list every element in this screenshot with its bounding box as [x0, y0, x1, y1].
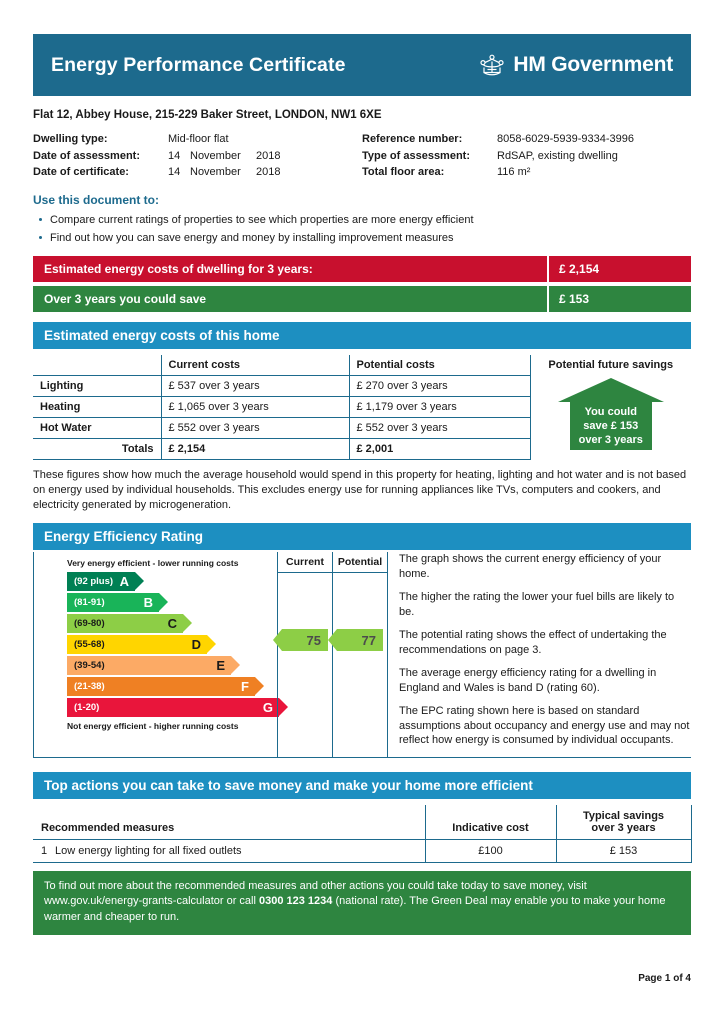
savings-line-2: save £ 153 [583, 419, 639, 432]
arrow-up-icon [558, 378, 664, 402]
hm-government-logo [478, 53, 673, 77]
details-right-column [362, 131, 691, 181]
band-range: (69-80) [74, 618, 105, 629]
epc-potential-column [332, 552, 387, 757]
detail-value: Mid-floor flat [168, 133, 229, 145]
hotwater-potential-cost: £ 552 over 3 years [349, 418, 530, 439]
measure-number: 1 [41, 844, 48, 857]
table-header-row [33, 355, 530, 376]
col-recommended-measures: Recommended measures [33, 805, 425, 840]
detail-row [33, 148, 362, 165]
potential-savings-value: £ 153 [547, 286, 691, 312]
heating-potential-cost: £ 1,179 over 3 years [349, 397, 530, 418]
epc-graph [33, 552, 388, 757]
potential-savings-label: Over 3 years you could save [44, 291, 207, 306]
table-row [33, 839, 691, 862]
col-potential-future-savings: Potential future savings [548, 358, 674, 371]
hotwater-current-cost: £ 552 over 3 years [161, 418, 349, 439]
detail-label: Reference number: [362, 133, 463, 145]
detail-year: 2018 [256, 166, 281, 178]
epc-paragraph: The average energy efficiency rating for a dwelling in England and Wales is band D (rating 60). [399, 667, 657, 694]
recommended-measures-table [33, 805, 692, 863]
epc-rating-block [33, 552, 691, 758]
detail-value [168, 148, 362, 165]
band-range: (92 plus) [74, 576, 114, 587]
detail-month: November [190, 149, 241, 162]
band-letter: A [119, 574, 129, 589]
epc-explanation [388, 552, 691, 757]
table-row [33, 397, 530, 418]
detail-row [362, 131, 691, 148]
epc-paragraph: The EPC rating shown here is based on standard assumptions about occupancy and energy use and may not reflect how energy is consumed by individual occupants. [399, 705, 690, 746]
table-header-row [33, 805, 691, 840]
band-range: (21-38) [74, 681, 105, 692]
row-label-lighting: Lighting [33, 376, 161, 397]
crown-icon [478, 53, 506, 77]
list-item: Find out how you can save energy and money by installing improvement measures [33, 230, 691, 246]
band-range: (39-54) [74, 660, 105, 671]
detail-label: Type of assessment: [362, 149, 471, 162]
band-range: (55-68) [74, 639, 105, 650]
detail-year: 2018 [256, 149, 281, 162]
col-current-costs: Current costs [161, 355, 349, 376]
table-row [33, 376, 530, 397]
detail-label: Date of certificate: [33, 166, 129, 178]
document-header [33, 34, 691, 96]
measure-cell [33, 839, 425, 862]
detail-value: 116 m² [497, 166, 531, 178]
col-blank [33, 355, 161, 376]
epc-band-d [67, 635, 207, 654]
detail-day: 14 [168, 166, 181, 178]
actions-section-title: Top actions you can take to save money and make your home more efficient [33, 772, 691, 799]
detail-label: Total floor area: [362, 166, 445, 178]
measure-text: Low energy lighting for all fixed outlets [55, 844, 242, 857]
estimated-cost-bar [33, 256, 691, 282]
green-deal-text-2: (national rate). The Green Deal may enable you to make your home warmer and cheaper to run. [44, 895, 666, 923]
epc-paragraph: The higher the rating the lower your fuel bills are likely to be. [399, 591, 675, 618]
epc-paragraph: The graph shows the current energy efficiency of your home. [399, 553, 662, 580]
epc-potential-header: Potential [333, 552, 387, 573]
detail-label: Dwelling type: [33, 133, 108, 145]
totals-current-cost: £ 2,154 [161, 439, 349, 460]
epc-band-e [67, 656, 231, 675]
use-document-title: Use this document to: [33, 192, 160, 207]
band-range: (81-91) [74, 597, 105, 608]
col-indicative-cost: Indicative cost [425, 805, 556, 840]
green-deal-text-1: To find out more about the recommended measures and other actions you could take today to save money, visit www.gov.uk/energy-grants-calculator or call [44, 879, 587, 907]
property-address: Flat 12, Abbey House, 215-229 Baker Street, LONDON, NW1 6XE [33, 109, 382, 121]
row-label-heating: Heating [33, 397, 161, 418]
typical-savings-line-1: Typical savings [582, 809, 665, 822]
page-number: Page 1 of 4 [638, 973, 691, 984]
epc-section-title: Energy Efficiency Rating [33, 523, 691, 550]
band-letter: B [143, 595, 153, 610]
band-letter: E [216, 658, 225, 673]
list-item: Compare current ratings of properties to see which properties are more energy efficient [33, 212, 691, 228]
green-deal-box [33, 871, 691, 936]
detail-row [362, 164, 691, 181]
col-typical-savings [556, 805, 691, 840]
heating-current-cost: £ 1,065 over 3 years [161, 397, 349, 418]
hm-government-text: HM Government [513, 53, 673, 76]
measure-savings: £ 153 [556, 839, 691, 862]
row-label-totals: Totals [33, 439, 161, 460]
savings-arrow [531, 378, 692, 450]
band-letter: F [241, 679, 249, 694]
detail-row [33, 164, 362, 181]
row-label-hot-water: Hot Water [33, 418, 161, 439]
lighting-potential-cost: £ 270 over 3 years [349, 376, 530, 397]
detail-row [362, 148, 691, 165]
table-row [33, 418, 530, 439]
lighting-current-cost: £ 537 over 3 years [161, 376, 349, 397]
epc-band-g [67, 698, 279, 717]
detail-day: 14 [168, 149, 181, 162]
property-details [33, 131, 691, 181]
potential-savings-bar [33, 286, 691, 312]
page-title: Energy Performance Certificate [51, 53, 346, 76]
estimated-cost-label: Estimated energy costs of dwelling for 3 years: [44, 261, 313, 276]
typical-savings-line-2: over 3 years [591, 821, 656, 834]
epc-band-c [67, 614, 183, 633]
detail-label: Date of assessment: [33, 149, 140, 162]
estimated-cost-value: £ 2,154 [547, 256, 691, 282]
costs-table [33, 355, 531, 461]
epc-top-caption: Very energy efficient - lower running costs [67, 558, 239, 568]
table-row-totals [33, 439, 530, 460]
epc-current-rating: 75 [282, 629, 328, 651]
detail-value: 8058-6029-5939-9334-3996 [497, 133, 635, 145]
savings-line-3: over 3 years [578, 433, 643, 446]
col-potential-costs: Potential costs [349, 355, 530, 376]
savings-arrow-text [570, 402, 652, 450]
epc-band-a [67, 572, 135, 591]
detail-value [168, 164, 362, 181]
use-document-list [33, 212, 691, 246]
detail-value: RdSAP, existing dwelling [497, 149, 618, 162]
band-letter: D [191, 637, 201, 652]
epc-potential-rating: 77 [337, 629, 383, 651]
band-letter: G [262, 700, 273, 715]
measure-cost: £100 [425, 839, 556, 862]
details-left-column [33, 131, 362, 181]
costs-section-title: Estimated energy costs of this home [33, 322, 691, 349]
epc-current-column [277, 552, 332, 757]
potential-future-savings-column [531, 355, 692, 461]
band-letter: C [167, 616, 177, 631]
band-range: (1-20) [74, 702, 100, 713]
epc-band-b [67, 593, 159, 612]
savings-line-1: You could [584, 405, 637, 418]
totals-potential-cost: £ 2,001 [349, 439, 530, 460]
epc-rating-columns [277, 552, 387, 757]
detail-month: November [190, 166, 241, 178]
green-deal-phone: 0300 123 1234 [259, 895, 333, 907]
epc-paragraph: The potential rating shows the effect of undertaking the recommendations on page 3. [399, 629, 667, 656]
costs-section [33, 355, 691, 461]
epc-band-f [67, 677, 255, 696]
epc-current-header: Current [278, 552, 332, 573]
epc-bottom-caption: Not energy efficient - higher running costs [67, 721, 239, 731]
detail-row [33, 131, 362, 148]
costs-note: These figures show how much the average household would spend in this property for heating, lighting and hot water and is not based on energy used by individual households. This excludes energy use for running appliances like TVs, computers and cookers, and electricity generated by microgeneration. [33, 469, 687, 511]
